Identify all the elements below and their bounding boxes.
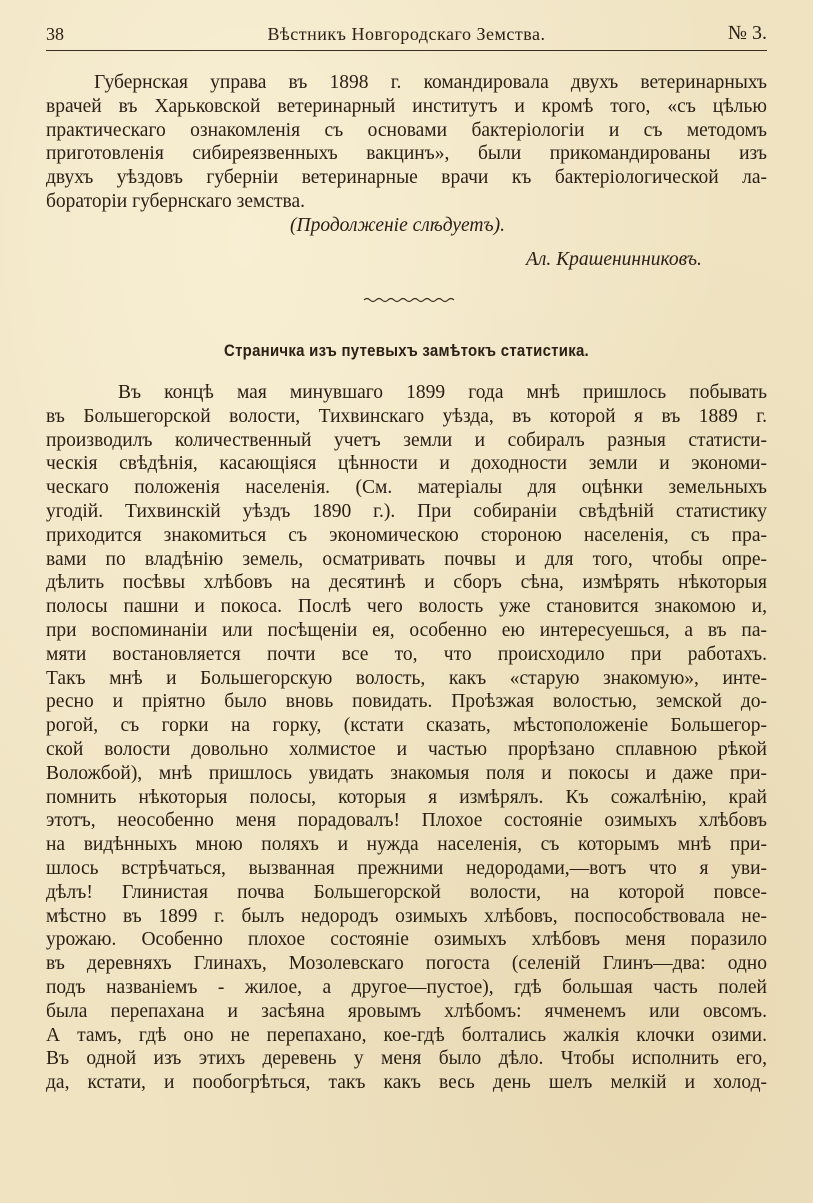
text-line: ской волости довольно холмистое и частью прорѣзано сплавною рѣкой [46, 738, 767, 760]
page-number: 38 [46, 24, 64, 44]
text-line: практическаго ознакомленія съ основами бактеріологіи и съ методомъ [46, 119, 767, 141]
text-line: рогой, съ горки на горку, (кстати сказать, мѣстоположеніе Большегор- [46, 715, 767, 737]
text-line: ресно и пріятно было вновь повидать. Проѣзжая волостью, земской до- [46, 691, 767, 713]
text-line: приготовленія сибиреязвенныхъ вакцинъ», были прикомандированы изъ [46, 143, 767, 165]
text-line: двухъ уѣздовъ губерніи ветеринарные врачи къ бактеріологической ла- [46, 167, 767, 189]
paragraph-veterinary [46, 71, 767, 214]
text-line: вами по владѣнію земель, осматривать почвы и для того, чтобы опре- [46, 548, 767, 570]
page-header [46, 22, 767, 51]
author-signature: Ал. Крашенинниковъ. [526, 249, 702, 270]
text-line: да, кстати, и пообогрѣться, такъ какъ весь день шелъ мелкій и холод- [46, 1072, 767, 1094]
text-line: мѣстно въ 1899 г. былъ недородъ озимыхъ хлѣбовъ, поспособствовала не- [46, 905, 767, 927]
text-line: была перепахана и засѣяна яровымъ хлѣбомъ: ячменемъ или овсомъ. [46, 1000, 767, 1022]
text-line: подъ названіемъ - жилое, а другое—пустое), гдѣ большая часть полей [46, 976, 767, 998]
text-line: шлось встрѣчаться, вызванная прежними недородами,—вотъ что я уви- [46, 857, 767, 879]
issue-number: № 3. [727, 22, 767, 44]
continuation-note: (Продолженіе слѣдуетъ). [290, 215, 506, 236]
text-line: угодій. Тихвинскій уѣздъ 1890 г.). При собираніи свѣдѣній статистику [46, 500, 767, 522]
text-line: урожаю. Особенно плохое состояніе озимыхъ хлѣбовъ меня поразило [46, 929, 767, 951]
text-line: Губернская управа въ 1898 г. командировала двухъ ветеринарныхъ [94, 72, 767, 93]
text-line: Воложбой), мнѣ пришлось увидать знакомыя поля и покосы и даже при- [46, 762, 767, 784]
section-title: Страничка изъ путевыхъ замѣтокъ статистика. [224, 341, 589, 360]
text-line: врачей въ Харьковской ветеринарный институтъ и кромѣ того, «съ цѣлью [46, 95, 767, 117]
text-line: въ Большегорской волости, Тихвинскаго уѣзда, въ которой я въ 1889 г. [46, 405, 767, 427]
text-line: помнить нѣкоторыя полосы, которыя я измѣрялъ. Къ сожалѣнію, край [46, 786, 767, 808]
text-line: производилъ количественный учетъ земли и собиралъ разныя статисти- [46, 429, 767, 451]
text-line: при воспоминаніи или посѣщеніи ея, особенно ею интересуешься, а въ па- [46, 619, 767, 641]
text-line: Въ одной изъ этихъ деревень у меня было дѣло. Чтобы исполнить его, [46, 1048, 767, 1070]
journal-title: Вѣстникъ Новгородскаго Земства. [267, 24, 546, 44]
text-line: ческаго положенія населенія. (См. матеріалы для оцѣнки земельныхъ [46, 477, 767, 499]
paragraph-travel-notes [46, 381, 767, 1095]
text-line: дѣлить посѣвы хлѣбовъ на десятинѣ и сборъ сѣна, измѣрять нѣкоторыя [46, 572, 767, 594]
ornamental-divider [362, 296, 456, 304]
text-line: полосы пашни и покоса. Послѣ чего волость уже становится знакомою и, [46, 596, 767, 618]
text-line: А тамъ, гдѣ оно не перепахано, кое-гдѣ болтались жалкія клочки озими. [46, 1024, 767, 1046]
text-line: въ деревняхъ Глинахъ, Мозолевскаго погоста (селеній Глинъ—два: одно [46, 953, 767, 975]
text-line: приходится знакомиться съ экономическою стороною населенія, съ пра- [46, 524, 767, 546]
text-line: ческія свѣдѣнія, касающіяся цѣнности и доходности земли и экономи- [46, 453, 767, 475]
text-line: этотъ, неособенно меня порадовалъ! Плохое состояніе озимыхъ хлѣбовъ [46, 810, 767, 832]
text-line: бораторіи губернскаго земства. [46, 190, 306, 212]
text-line: на видѣнныхъ мною поляхъ и нужда населенія, съ которымъ мнѣ при- [46, 834, 767, 856]
text-line: мяти востановляется почти все то, что происходило при работахъ. [46, 643, 767, 665]
text-line: дѣлъ! Глинистая почва Большегорской волости, на которой повсе- [46, 881, 767, 903]
text-line: Такъ мнѣ и Большегорскую волость, какъ «старую знакомую», инте- [46, 667, 767, 689]
text-line: Въ концѣ мая минувшаго 1899 года мнѣ пришлось побывать [118, 382, 767, 403]
